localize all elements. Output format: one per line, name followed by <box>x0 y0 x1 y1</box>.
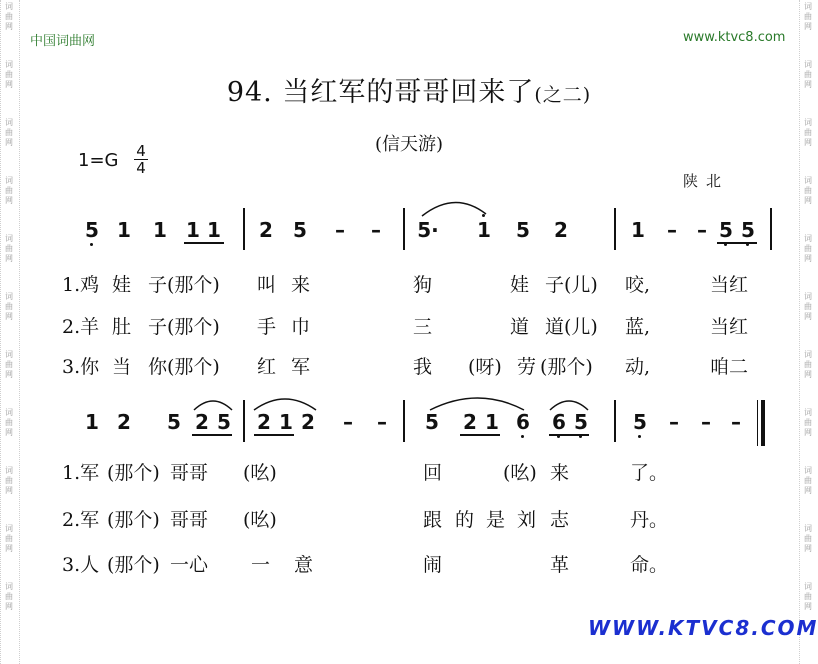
note: 6 <box>513 410 533 434</box>
watermark-char: 曲 <box>804 244 812 253</box>
watermark-char: 词 <box>804 176 812 185</box>
note-dash: – <box>343 410 353 434</box>
beam <box>460 434 500 436</box>
lyric-word: 手 <box>257 316 277 338</box>
watermark-char: 网 <box>5 370 13 379</box>
watermark-char: 曲 <box>5 360 13 369</box>
note-dash: – <box>669 410 679 434</box>
lyric-word: 咱二 <box>710 356 749 378</box>
lyric-word: 1.军 <box>62 462 100 484</box>
watermark-char: 曲 <box>804 12 812 21</box>
note: 5 <box>82 218 102 242</box>
meter-bottom: 4 <box>136 159 146 177</box>
lyric-word: 志 <box>550 509 570 531</box>
lyric-word: 子(那个) <box>148 274 220 296</box>
watermark-char: 曲 <box>5 302 13 311</box>
slur <box>548 394 590 412</box>
watermark-char: 网 <box>5 254 13 263</box>
note: 2 <box>554 218 568 242</box>
lyric-word: 我 <box>413 356 433 378</box>
watermark-char: 网 <box>804 196 812 205</box>
lyric-word: 当红 <box>710 316 749 338</box>
watermark-char: 词 <box>804 118 812 127</box>
watermark-char: 曲 <box>5 128 13 137</box>
watermark-char: 曲 <box>804 128 812 137</box>
song-origin: 陕北 <box>683 172 730 190</box>
note: 1 <box>631 218 645 242</box>
lyric-word: 1.鸡 <box>62 274 100 296</box>
lyric-word: 巾 <box>291 316 311 338</box>
watermark-char: 网 <box>804 370 812 379</box>
lyric-word: (吆) <box>243 462 277 484</box>
watermark-char: 网 <box>5 602 13 611</box>
watermark-char: 网 <box>5 196 13 205</box>
note-dash: – <box>701 410 711 434</box>
note: 2 <box>301 410 315 434</box>
note: 2 <box>257 410 271 434</box>
watermark-char: 网 <box>5 486 13 495</box>
watermark-char: 曲 <box>5 534 13 543</box>
watermark-char: 曲 <box>804 476 812 485</box>
lyric-word: 意 <box>294 554 314 576</box>
lyric-word: 来 <box>550 462 570 484</box>
bar-line <box>403 400 405 442</box>
watermark-char: 网 <box>5 544 13 553</box>
lyric-word: 一心 <box>170 554 209 576</box>
lyric-word: 了。 <box>630 462 669 484</box>
lyric-word: 狗 <box>413 274 433 296</box>
beam <box>717 242 757 244</box>
note: 2 <box>259 218 273 242</box>
note: 1 <box>186 218 200 242</box>
lyric-word: 蓝, <box>625 316 651 338</box>
lyric-word: (那个) <box>107 462 160 484</box>
lyric-word: 咬, <box>625 274 651 296</box>
watermark-char: 词 <box>5 2 13 11</box>
watermark-char: 词 <box>804 582 812 591</box>
lyric-word: 跟 <box>423 509 443 531</box>
watermark-char: 词 <box>5 466 13 475</box>
slur <box>252 392 318 412</box>
lyric-word: 动, <box>625 356 651 378</box>
watermark-char: 词 <box>5 176 13 185</box>
watermark-char: 词 <box>804 60 812 69</box>
note: 1 <box>485 410 499 434</box>
lyric-word: 哥哥 <box>170 462 209 484</box>
key-signature: 1=G <box>78 150 119 171</box>
bar-line <box>403 208 405 250</box>
lyric-word: 劳 <box>517 356 537 378</box>
lyric-word: 3.你 <box>62 356 100 378</box>
lyric-word: 刘 <box>517 509 537 531</box>
lyric-word: 子(那个) <box>148 316 220 338</box>
watermark-char: 曲 <box>804 592 812 601</box>
watermark-char: 曲 <box>804 186 812 195</box>
watermark-char: 网 <box>804 22 812 31</box>
watermark-char: 曲 <box>804 360 812 369</box>
watermark-char: 曲 <box>5 418 13 427</box>
watermark-char: 网 <box>5 138 13 147</box>
lyric-word: 当红 <box>710 274 749 296</box>
site-name-left: 中国词曲网 <box>30 34 96 49</box>
beam <box>192 434 232 436</box>
slur <box>192 394 234 412</box>
watermark-char: 曲 <box>804 534 812 543</box>
watermark-char: 网 <box>5 22 13 31</box>
watermark-char: 曲 <box>5 476 13 485</box>
watermark-char: 词 <box>804 234 812 243</box>
watermark-char: 词 <box>5 60 13 69</box>
lyric-word: 道(儿) <box>545 316 598 338</box>
lyric-word: 子(儿) <box>545 274 598 296</box>
watermark-char: 曲 <box>5 70 13 79</box>
watermark-char: 词 <box>804 524 812 533</box>
note-dash: – <box>697 218 707 242</box>
note: 5 <box>630 410 650 434</box>
lyric-word: 叫 <box>257 274 277 296</box>
lyric-word: 回 <box>423 462 443 484</box>
final-bar-thin <box>757 400 758 446</box>
watermark-char: 网 <box>804 486 812 495</box>
watermark-char: 网 <box>804 428 812 437</box>
lyric-word: 三 <box>413 316 433 338</box>
lyric-word: 丹。 <box>630 509 669 531</box>
lyric-word: 来 <box>291 274 311 296</box>
note-dash: – <box>667 218 677 242</box>
note: 5 <box>516 218 530 242</box>
note-dash: – <box>731 410 741 434</box>
lyric-word: 2.羊 <box>62 316 100 338</box>
final-bar-thick <box>761 400 765 446</box>
song-title-main: 94. 当红军的哥哥回来了 <box>226 77 535 108</box>
lyric-word: (吆) <box>503 462 537 484</box>
note: 1 <box>474 218 494 242</box>
watermark-char: 词 <box>804 292 812 301</box>
note: 5 <box>716 218 736 242</box>
lyric-word: (吆) <box>243 509 277 531</box>
watermark-char: 曲 <box>5 592 13 601</box>
time-signature <box>134 143 148 176</box>
watermark-char: 网 <box>804 544 812 553</box>
watermark-char: 曲 <box>5 12 13 21</box>
watermark-char: 曲 <box>804 70 812 79</box>
note: 5 <box>425 410 439 434</box>
note: 5 <box>738 218 758 242</box>
lyric-word: (那个) <box>107 509 160 531</box>
note: 1 <box>85 410 99 434</box>
note: 5 <box>167 410 181 434</box>
note: 2 <box>117 410 131 434</box>
watermark-char: 词 <box>5 234 13 243</box>
bar-line <box>243 400 245 442</box>
watermark-char: 曲 <box>804 302 812 311</box>
note-dash: – <box>371 218 381 242</box>
note-dash: – <box>377 410 387 434</box>
watermark-char: 词 <box>5 350 13 359</box>
note: 5· <box>417 218 439 242</box>
beam <box>549 434 589 436</box>
lyric-word: 的 <box>455 509 475 531</box>
lyric-word: 红 <box>257 356 277 378</box>
note: 6 <box>549 410 569 434</box>
lyric-word: 命。 <box>630 554 669 576</box>
note: 1 <box>207 218 221 242</box>
lyric-word: (那个) <box>107 554 160 576</box>
song-subtitle: (信天游) <box>374 134 444 155</box>
bar-line <box>770 208 772 250</box>
watermark-char: 网 <box>804 254 812 263</box>
beam <box>254 434 294 436</box>
lyric-word: 3.人 <box>62 554 100 576</box>
note: 5 <box>293 218 307 242</box>
watermark-char: 词 <box>5 118 13 127</box>
watermark-char: 曲 <box>5 244 13 253</box>
song-title-sub: (之二) <box>534 84 592 106</box>
footer-watermark: WWW.KTVC8.COM <box>588 616 818 640</box>
note: 2 <box>195 410 209 434</box>
watermark-char: 词 <box>804 2 812 11</box>
site-url-right: www.ktvc8.com <box>683 30 786 45</box>
note: 1 <box>153 218 167 242</box>
lyric-word: (那个) <box>540 356 593 378</box>
note: 5 <box>571 410 591 434</box>
watermark-char: 词 <box>5 408 13 417</box>
song-title <box>0 70 818 109</box>
lyric-word: 道 <box>510 316 530 338</box>
lyric-word: 娃 <box>510 274 530 296</box>
watermark-char: 词 <box>804 350 812 359</box>
watermark-char: 网 <box>5 80 13 89</box>
lyric-word: 一 <box>251 554 271 576</box>
lyric-word: 娃 <box>112 274 132 296</box>
lyric-word: 肚 <box>112 316 132 338</box>
watermark-char: 网 <box>5 312 13 321</box>
watermark-char: 曲 <box>5 186 13 195</box>
watermark-char: 词 <box>804 466 812 475</box>
lyric-word: 你(那个) <box>148 356 220 378</box>
watermark-char: 词 <box>5 292 13 301</box>
lyric-word: 军 <box>291 356 311 378</box>
watermark-char: 曲 <box>804 418 812 427</box>
bar-line <box>614 400 616 442</box>
watermark-char: 网 <box>804 602 812 611</box>
lyric-word: 是 <box>486 509 506 531</box>
meter-top: 4 <box>136 142 146 160</box>
lyric-word: 当 <box>112 356 132 378</box>
watermark-char: 网 <box>5 428 13 437</box>
slur <box>428 392 528 412</box>
watermark-char: 词 <box>5 582 13 591</box>
watermark-char: 词 <box>804 408 812 417</box>
watermark-char: 网 <box>804 138 812 147</box>
watermark-char: 词 <box>5 524 13 533</box>
lyric-word: (呀) <box>468 356 502 378</box>
bar-line <box>614 208 616 250</box>
lyric-word: 革 <box>550 554 570 576</box>
slur <box>420 196 490 218</box>
watermark-char: 网 <box>804 80 812 89</box>
bar-line <box>243 208 245 250</box>
note: 1 <box>117 218 131 242</box>
lyric-word: 2.军 <box>62 509 100 531</box>
note: 1 <box>279 410 293 434</box>
lyric-word: 哥哥 <box>170 509 209 531</box>
note: 2 <box>463 410 477 434</box>
note: 5 <box>217 410 231 434</box>
watermark-char: 网 <box>804 312 812 321</box>
note-dash: – <box>335 218 345 242</box>
beam <box>184 242 224 244</box>
lyric-word: 闹 <box>423 554 443 576</box>
